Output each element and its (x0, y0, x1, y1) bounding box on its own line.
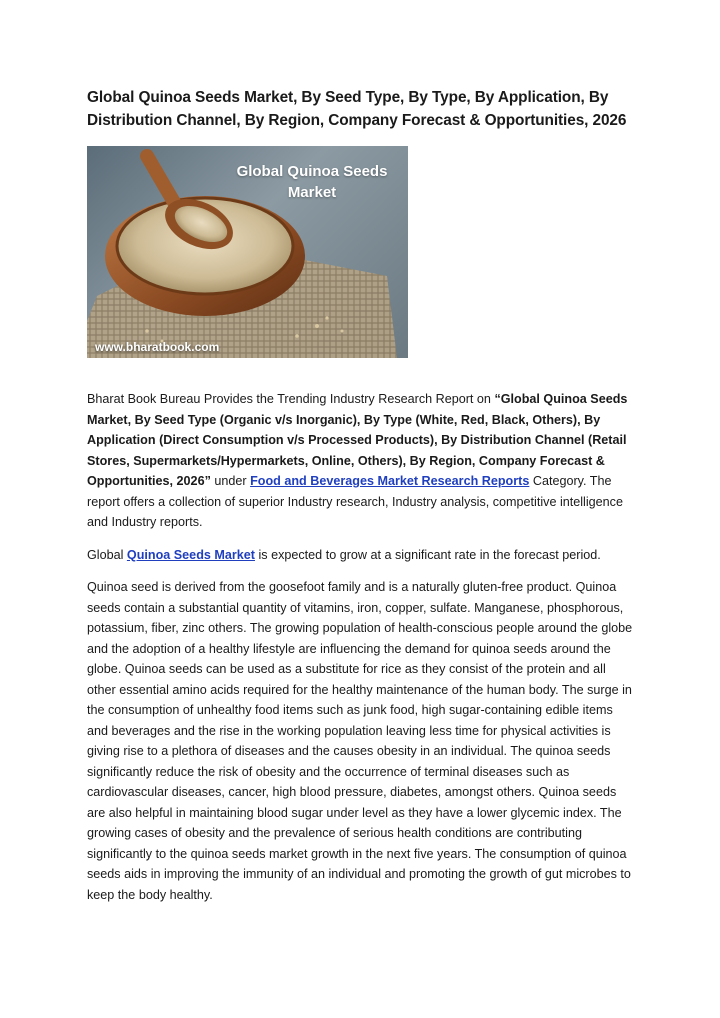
hero-watermark: www.bharatbook.com (95, 340, 220, 354)
intro-paragraph (87, 389, 637, 533)
hero-image (87, 146, 408, 358)
body-paragraph: Quinoa seed is derived from the goosefoot family and is a naturally gluten-free product. Quinoa seeds contain a substantial quantity of vitamins, iron, copper, sulfate. Manganese, phosphorous, potassium, fiber, zinc others. The growing population of health-conscious people around the globe and the adoption of a healthy lifestyle are influencing the demand for quinoa seeds around the globe. Quinoa seeds can be used as a substitute for rice as they consist of the protein and all other essential amino acids required for the healthy maintenance of the human body. The surge in the consumption of unhealthy food items such as junk food, high sugar-containing edible items and beverages and the rise in the working population leaving less time for physical activities is giving rise to a plethora of diseases and the causes obesity in an individual. The quinoa seeds significantly reduce the risk of obesity and the occurrence of terminal diseases such as cardiovascular diseases, cancer, high blood pressure, diabetes, amongst others. Quinoa seeds are also helpful in maintaining blood sugar under level as they have a lower glycemic index. The growing cases of obesity and the prevalence of serious health conditions are contributing significantly to the quinoa seeds market growth in the next five years. The consumption of quinoa seeds aids in improving the immunity of an individual and promoting the growth of gut microbes to keep the body healthy. (87, 580, 633, 902)
global-prefix: Global (87, 547, 127, 562)
intro-under: under (210, 474, 251, 488)
quinoa-seeds-market-link[interactable]: Quinoa Seeds Market (126, 547, 255, 562)
hero-overlay-title: Global Quinoa Seeds Market (236, 163, 388, 201)
intro-tail: Category. The report offers a collection of superior Industry research, Industry analysis, competitive intelligence and Industry reports. (87, 474, 623, 529)
report-name: “Global Quinoa Seeds Market, By Seed Type (Organic v/s Inorganic), By Type (White, Red, Black, Others), By Application (Direct Consumption v/s Processed Products), By Distribution Channel (Retail Stores, Supermarkets/Hypermarkets, Online, Others), By Region, Company Forecast & Opportunities, 2026” (87, 392, 628, 488)
global-market-line (87, 545, 637, 566)
category-link[interactable]: Food and Beverages Market Research Reports (250, 474, 530, 488)
document-page (87, 86, 637, 905)
global-suffix: is expected to grow at a significant rate in the forecast period. (254, 547, 601, 562)
intro-lead: Bharat Book Bureau Provides the Trending Industry Research Report on (87, 392, 495, 406)
page-title: Global Quinoa Seeds Market, By Seed Type, By Type, By Application, By Distribution Channel, By Region, Company Forecast & Opportunities, 2026 (87, 89, 627, 129)
